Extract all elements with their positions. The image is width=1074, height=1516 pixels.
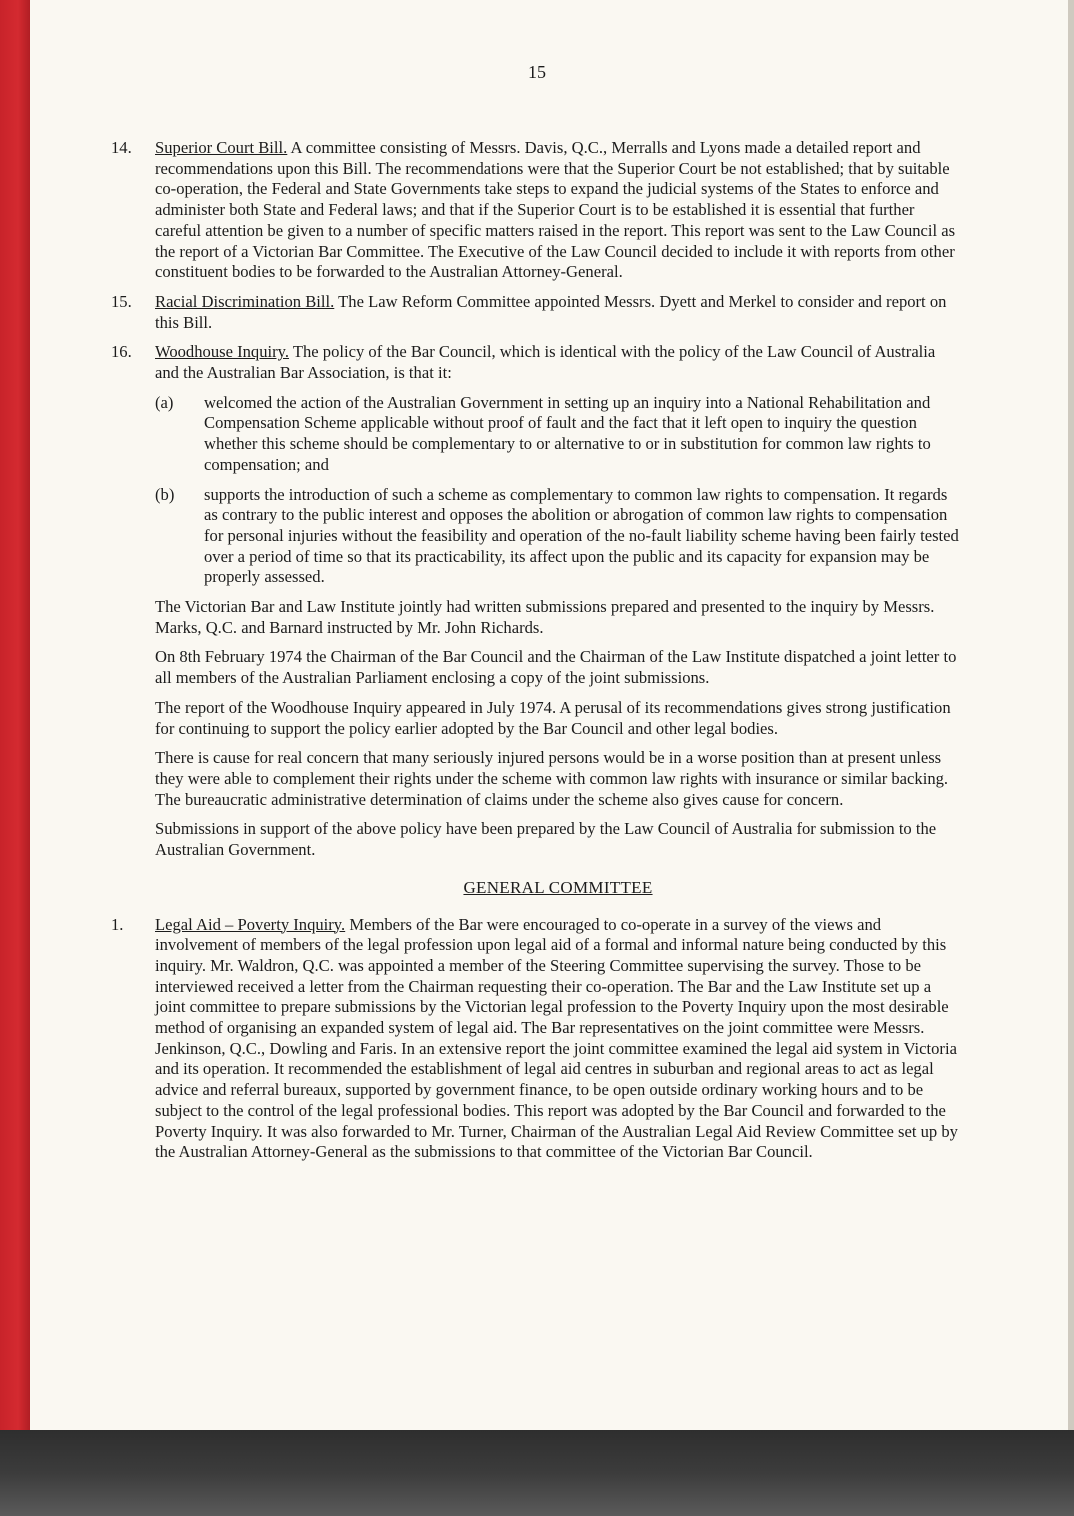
section-heading: GENERAL COMMITTEE — [463, 877, 653, 897]
item-text: A committee consisting of Messrs. Davis, Q.C., Merralls and Lyons made a detailed report and recommendations upon this Bill. The recommendations were that the Superior Court be not established; that by suitable co-operation, the Federal and State Governments take steps to expand the judicial systems of the States to enforce and administer both State and Federal laws; and that if the Superior Court is to be established it is essential that further careful attention be given to a number of specific matters raised in the report. This report was sent to the Law Council as the report of a Victorian Bar Committee. The Executive of the Law Council decided to include it with reports from other constituent bodies to be forwarded to the Australian Attorney-General. — [155, 138, 956, 282]
paragraph: On 8th February 1974 the Chairman of the Bar Council and the Chairman of the Law Institute dispatched a joint letter to all members of the Australian Parliament enclosing a copy of the joint submissions. — [155, 647, 957, 688]
item-text: The Law Reform Committee appointed Messrs. Dyett and Merkel to consider and report on this Bill. — [155, 291, 947, 332]
document-body — [111, 138, 961, 1172]
item-number: 14. — [111, 138, 132, 157]
paragraph: The report of the Woodhouse Inquiry appeared in July 1974. A perusal of its recommendations gives strong justification for continuing to support the policy earlier adopted by the Bar Council and other legal bodies. — [155, 697, 951, 738]
sub-list — [155, 393, 961, 588]
item-title: Superior Court Bill. — [155, 138, 288, 157]
item-14 — [111, 138, 961, 283]
paragraph: There is cause for real concern that many seriously injured persons would be in a worse position than at present unless they were able to complement their rights under the scheme with common law rights with insurance or similar backing. The bureaucratic administrative determination of claims under the scheme also gives cause for concern. — [155, 748, 949, 809]
item-title: Legal Aid – Poverty Inquiry. — [155, 914, 346, 934]
sub-item-text: supports the introduction of such a scheme as complementary to common law rights to compensation. It regards as contrary to the public interest and opposes the abolition or abrogation of common law rights to compensation for personal injuries without the feasibility and operation of the no-fault liability scheme having been fairly tested over a period of time so that its practicability, its affect upon the public and its capacity for expansion may be properly assessed. — [204, 484, 959, 587]
item-number: 15. — [111, 291, 132, 311]
sub-item-label: (b) — [155, 484, 175, 504]
item-text: The policy of the Bar Council, which is identical with the policy of the Law Council of Australia and the Australian Bar Association, is that it: — [155, 342, 936, 383]
sub-item-label: (a) — [155, 392, 174, 412]
item-text: Members of the Bar were encouraged to co-operate in a survey of the views and involvement of members of the legal profession upon legal aid of a formal and informal nature being conducted by this inquiry. Mr. Waldron, Q.C. was appointed a member of the Steering Committee supervising the survey. Those to be interviewed received a letter from the Chairman requesting their co-operation. The Bar and the Law Institute set up a joint committee to prepare submissions by the Victorian legal profession to the Poverty Inquiry upon the most desirable method of organising an expanded system of legal aid. The Bar representatives on the joint committee were Messrs. Jenkinson, Q.C., Dowling and Faris. In an extensive report the joint committee examined the legal aid system in Victoria and its operation. It recommended the establishment of legal aid centres in suburban and regional areas to act as legal advice and referral bureaux, supported by government finance, to be open outside ordinary working hours and to be subject to the control of the legal professional bodies. This report was adopted by the Bar Council and forwarded to the Poverty Inquiry. It was also forwarded to Mr. Turner, Chairman of the Australian Legal Aid Review Committee set up by the Australian Attorney-General as the submissions to that committee of the Victorian Bar Council. — [155, 914, 958, 1162]
item-16 — [111, 342, 961, 383]
item-title: Woodhouse Inquiry. — [155, 342, 290, 362]
item-15 — [111, 292, 961, 333]
item-1 — [111, 915, 961, 1163]
item-title: Racial Discrimination Bill. — [155, 291, 335, 311]
page-number: 15 — [528, 62, 546, 82]
binding-spine — [0, 0, 30, 1500]
sub-item-text: welcomed the action of the Australian Government in setting up an inquiry into a National Rehabilitation and Compensation Scheme applicable without proof of fault and the fact that it left open to inquiry the question whether this scheme should be complementary to or alternative to or in substitution for common law rights to compensation; and — [204, 392, 931, 474]
sub-item-a — [155, 393, 961, 476]
scan-shadow — [0, 1430, 1074, 1516]
paragraph: Submissions in support of the above policy have been prepared by the Law Council of Australia for submission to the Australian Government. — [155, 819, 937, 860]
item-number: 16. — [111, 342, 132, 362]
paragraph: The Victorian Bar and Law Institute jointly had written submissions prepared and presented to the inquiry by Messrs. Marks, Q.C. and Barnard instructed by Mr. John Richards. — [155, 597, 935, 637]
page-edge — [1068, 0, 1074, 1516]
item-number: 1. — [111, 914, 124, 934]
sub-item-b — [155, 485, 961, 589]
